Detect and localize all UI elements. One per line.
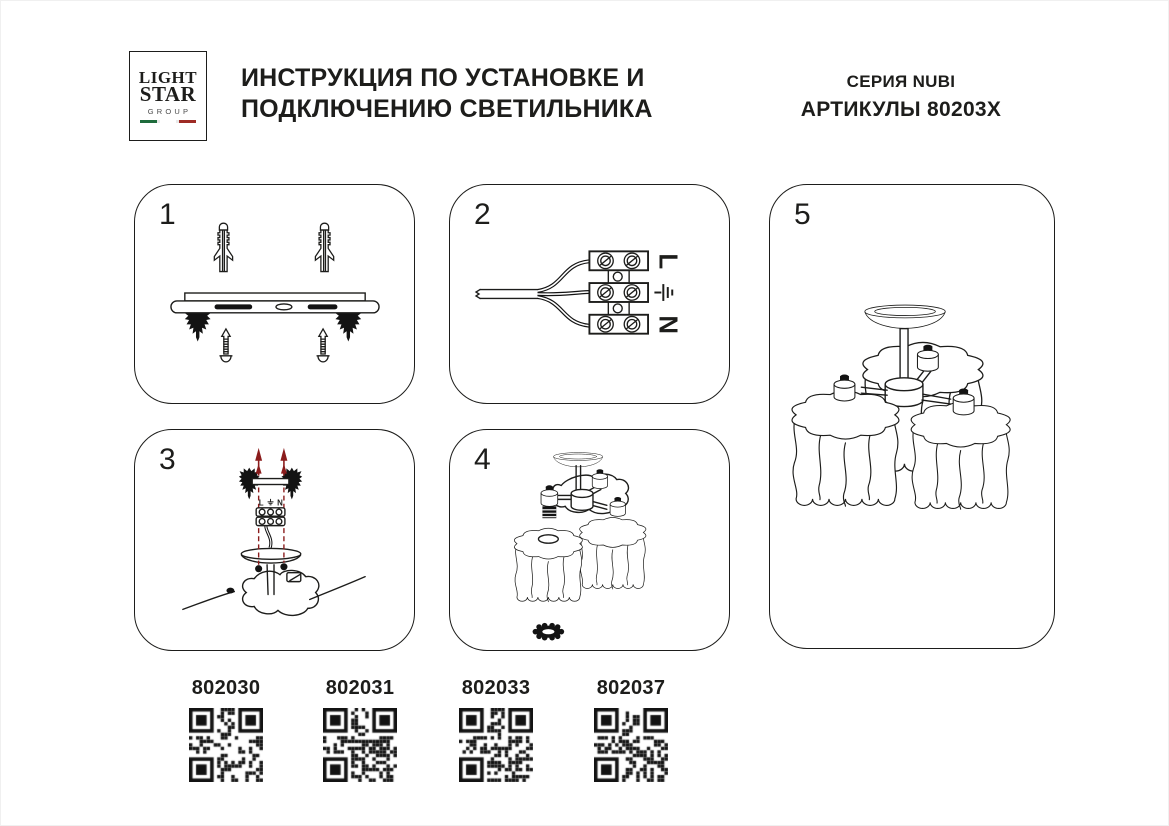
step-3-diagram-ceiling-fixing [135,430,414,650]
qr-code [594,708,668,782]
article-802037 [571,677,691,782]
step-1-diagram-mounting-hardware [135,185,414,403]
series-name: СЕРИЯ NUBI [846,72,956,91]
italian-flag-stripe-icon [140,120,196,123]
step-4-diagram-shade-assembly [450,430,729,650]
step-4-panel [449,429,730,651]
step-3-panel [134,429,415,651]
logo-text-light: LIGHT [138,67,198,87]
lamp-socket-threaded-icon [541,485,558,518]
terminal-block-mini-icon [256,498,285,525]
wall-plug-icon [214,223,333,271]
mounting-bar-icon [252,479,289,485]
step-1-panel [134,184,415,404]
lamp-socket-icon [592,469,607,488]
ring-nut-icon [533,623,565,641]
article-code: 802037 [596,677,666,699]
lightstar-logo [129,51,207,141]
step-number: 3 [159,443,176,476]
series-info [771,72,1031,122]
lamp-socket-icon [834,375,855,401]
lampshade-icon [911,402,1010,509]
central-hub-icon [571,489,593,510]
mains-cable-icon [476,261,589,325]
qr-code [459,708,533,782]
step-2-panel [449,184,730,404]
up-arrow-icon [255,448,287,476]
article-802031 [300,677,420,782]
step-number: 2 [474,198,491,231]
step-5-panel [769,184,1055,649]
step-2-diagram-wiring [450,185,729,403]
stem [267,565,274,595]
earth-ground-mini-icon [268,499,274,505]
article-802030 [166,677,286,782]
title-line-1: ИНСТРУКЦИЯ ПО УСТАНОВКЕ И [241,64,645,92]
qr-code [323,708,397,782]
lamp-socket-icon [610,497,625,516]
terminal-label-n: N [277,498,283,508]
canopy-cloud-outline [243,570,319,615]
article-code: 802030 [191,677,261,699]
title-line-2: ПОДКЛЮЧЕНИЮ СВЕТИЛЬНИКА [241,95,653,123]
live-wire-label: L [653,253,682,270]
article-code: 802033 [461,677,531,699]
step-number: 5 [794,198,811,231]
qr-code [189,708,263,782]
canopy-dish-icon [241,548,300,563]
terminal-label-l: L [258,498,264,508]
step-number: 1 [159,198,176,231]
lampshade-icon [580,517,646,589]
logo-text-group: GROUP [147,106,192,116]
neutral-wire-label: N [653,315,682,335]
earth-ground-icon [654,284,672,301]
articles-code: АРТИКУЛЫ 80203X [800,98,1002,121]
page-title [241,63,653,125]
lampshade-with-hole-icon [514,528,582,602]
mounting-bar-icon [171,293,379,313]
article-code: 802031 [325,677,395,699]
article-802033 [436,677,556,782]
step-number: 4 [474,443,491,476]
step-5-diagram-assembled-fixture [770,185,1054,648]
terminal-block-icon [589,251,648,333]
logo-text-star: STAR [139,81,197,106]
lampshade-icon [792,391,899,506]
screw-icon [220,329,329,362]
central-hub-icon [885,378,923,407]
